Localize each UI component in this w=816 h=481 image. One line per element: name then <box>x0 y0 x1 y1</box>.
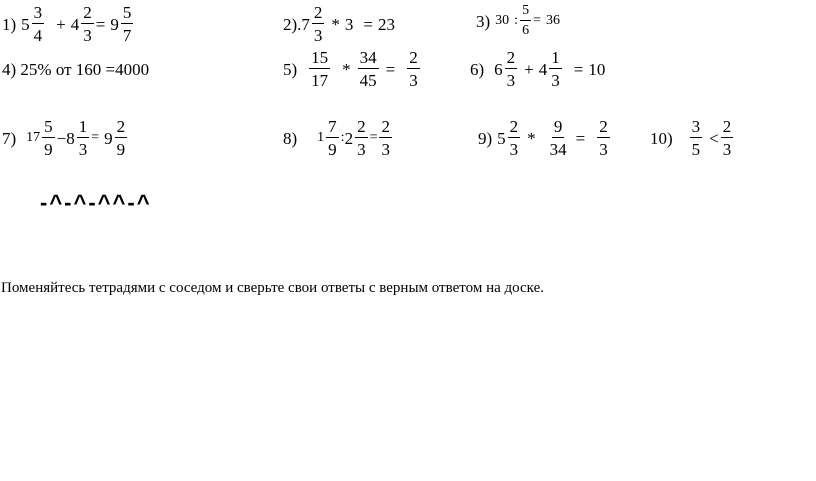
operator: < <box>709 128 719 148</box>
equals-sign: = <box>363 14 374 34</box>
operator: : <box>340 130 345 145</box>
fraction: $\frac{2}{9}$ <box>116 117 126 159</box>
fraction: $\frac{2}{3}$ <box>506 48 516 90</box>
fraction: $\frac{2}{3}$ <box>357 117 366 159</box>
equals-sign: = <box>385 59 396 79</box>
expression-1 <box>2 4 135 44</box>
expression-10 <box>650 118 735 158</box>
equals-sign: = <box>533 13 541 28</box>
whole-part: 4 <box>538 59 548 79</box>
answer-pattern: -^-^-^^-^ <box>40 190 152 215</box>
whole-part: 4 <box>70 14 80 34</box>
expr-label: 9) <box>478 128 493 148</box>
expression-3 <box>476 4 560 38</box>
result: 23 <box>378 14 396 34</box>
fraction: $\frac{2}{3}$ <box>313 3 323 45</box>
expression-9 <box>478 118 612 158</box>
expr-label: 3) <box>476 11 491 31</box>
expression-8 <box>283 118 394 158</box>
expr-label: 5) <box>283 59 298 79</box>
operator: − <box>56 128 67 148</box>
fraction: $\frac{2}{3}$ <box>83 3 92 45</box>
fraction: $\frac{3}{4}$ <box>33 3 43 45</box>
whole-part: 8 <box>66 128 75 148</box>
whole-part: 9 <box>104 128 113 148</box>
whole-part: 5 <box>497 128 506 148</box>
expression-4 <box>2 61 149 78</box>
equals-sign: = <box>573 59 584 79</box>
fraction: $\frac{2}{3}$ <box>409 48 418 90</box>
fraction: $\frac{2}{3}$ <box>599 117 608 159</box>
fraction: $\frac{5}{9}$ <box>44 117 53 159</box>
expr-label: 2). <box>283 14 302 34</box>
expr-label: 10) <box>650 128 673 148</box>
expression-2 <box>283 4 395 44</box>
fraction: $\frac{5}{7}$ <box>122 3 132 45</box>
operator: * <box>527 128 536 148</box>
whole-part: 5 <box>21 14 30 34</box>
whole-part: 2 <box>344 128 354 148</box>
equals-sign: = <box>575 128 586 148</box>
whole-part: 17 <box>26 130 41 145</box>
fraction: $\frac{1}{3}$ <box>78 117 88 159</box>
fraction: $\frac{3}{5}$ <box>691 117 701 159</box>
fraction: $\frac{2}{3}$ <box>509 117 519 159</box>
fraction: $\frac{2}{3}$ <box>381 117 390 159</box>
operator: * <box>331 14 340 34</box>
expr-label: 8) <box>283 128 298 148</box>
operand: 3 <box>344 14 354 34</box>
expr-label: 6) <box>470 59 485 79</box>
equals-sign: = <box>369 130 378 145</box>
fraction: $\frac{9}{34}$ <box>549 117 567 159</box>
expr-text: 4) 25% от 160 =4000 <box>2 60 150 79</box>
fraction: $\frac{7}{9}$ <box>328 117 337 159</box>
expression-5 <box>283 49 422 89</box>
whole-part: 7 <box>301 14 310 34</box>
result: 36 <box>545 13 560 28</box>
expression-7 <box>2 118 129 158</box>
expr-label: 1) <box>2 14 17 34</box>
operator: + <box>524 59 534 79</box>
equals-sign: = <box>95 14 106 34</box>
fraction: $\frac{2}{3}$ <box>722 117 732 159</box>
fraction: $\frac{5}{6}$ <box>522 3 530 38</box>
fraction: $\frac{15}{17}$ <box>311 48 329 90</box>
operator: + <box>56 14 66 34</box>
fraction: $\frac{34}{45}$ <box>359 48 377 90</box>
whole-part: 1 <box>317 130 325 145</box>
instruction-text: Поменяйтесь тетрадями с соседом и сверьте свои ответы с верным ответом на доске. <box>1 280 545 296</box>
operator: * <box>342 59 351 79</box>
operand: 30 <box>495 13 510 28</box>
expression-6 <box>470 49 605 89</box>
equals-sign: = <box>91 130 100 145</box>
fraction: $\frac{1}{3}$ <box>551 48 560 90</box>
expr-label: 7) <box>2 128 17 148</box>
whole-part: 9 <box>110 14 119 34</box>
result: 10 <box>588 59 606 79</box>
operator: : <box>514 13 519 28</box>
whole-part: 6 <box>494 59 503 79</box>
